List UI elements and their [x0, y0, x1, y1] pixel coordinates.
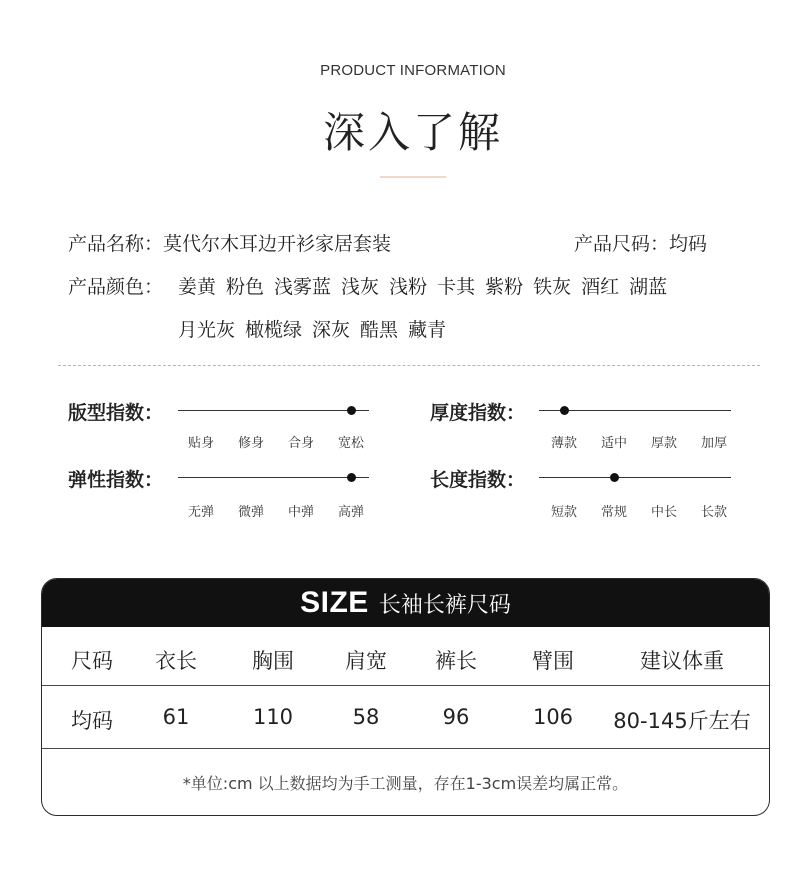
index-label: 版型指数：: [68, 402, 164, 424]
table-header-cell: 肩宽: [345, 649, 387, 673]
table-cell: 96: [442, 705, 470, 729]
section-eyebrow: PRODUCT INFORMATION: [320, 62, 506, 79]
product-colors-line-2: [178, 315, 456, 342]
index-marker: [347, 406, 356, 415]
product-name-value: 莫代尔木耳边开衫家居套装: [163, 233, 392, 255]
index-tick-label: 微弹: [237, 505, 264, 520]
size-table: [41, 578, 770, 816]
index-tick-label: 高弹: [337, 505, 364, 520]
index-marker: [560, 406, 569, 415]
color-option: 姜黄: [178, 276, 217, 298]
product-size-value: 均码: [669, 233, 708, 255]
color-option: 藏青: [408, 319, 447, 341]
color-option: 酒红: [581, 276, 620, 298]
product-color-label: 产品颜色：: [68, 276, 164, 298]
table-header-cell: 裤长: [435, 649, 477, 673]
table-header-cell: 臂围: [532, 649, 574, 673]
index-label: 厚度指数：: [430, 402, 526, 424]
product-name-row: [68, 229, 391, 256]
index-tick-label: 无弹: [187, 505, 214, 520]
color-option: 浅雾蓝: [274, 276, 332, 298]
index-tick-label: 修身: [237, 436, 264, 451]
product-size-row: [574, 229, 707, 256]
index-tick-label: 加厚: [700, 436, 727, 451]
index-tick-label: 贴身: [187, 436, 214, 451]
size-title-en: SIZE: [300, 586, 369, 619]
table-rule: [42, 748, 769, 749]
color-option: 月光灰: [178, 319, 236, 341]
index-tick-label: 合身: [287, 436, 314, 451]
table-header-cell: 衣长: [155, 649, 197, 673]
color-option: 深灰: [312, 319, 351, 341]
index-tick-label: 中弹: [287, 505, 314, 520]
index-tick-label: 宽松: [337, 436, 364, 451]
index-tick-label: 中长: [650, 505, 677, 520]
measurement-note: *单位:cm 以上数据均为手工测量，存在1-3cm误差均属正常。: [182, 774, 629, 793]
color-option: 浅粉: [389, 276, 428, 298]
index-marker: [347, 473, 356, 482]
color-option: 铁灰: [533, 276, 572, 298]
index-label: 弹性指数：: [68, 469, 164, 491]
index-tick-label: 长款: [700, 505, 727, 520]
index-track: [178, 410, 369, 411]
index-tick-label: 短款: [550, 505, 577, 520]
table-cell: 80-145斤左右: [613, 709, 751, 733]
table-header-cell: 建议体重: [640, 649, 724, 673]
index-label: 长度指数：: [430, 469, 526, 491]
table-cell: 61: [162, 705, 190, 729]
color-option: 橄榄绿: [245, 319, 303, 341]
table-cell: 58: [352, 705, 380, 729]
color-option: 卡其: [437, 276, 476, 298]
color-option: 粉色: [226, 276, 265, 298]
index-tick-label: 常规: [600, 505, 627, 520]
index-marker: [610, 473, 619, 482]
product-size-label: 产品尺码：: [574, 233, 670, 255]
size-title-cn: 长袖长裤尺码: [378, 593, 511, 618]
index-tick-label: 适中: [600, 436, 627, 451]
index-tick-label: 厚款: [650, 436, 677, 451]
table-header-cell: 胸围: [252, 649, 294, 673]
table-cell: 106: [532, 705, 574, 729]
size-table-header: [42, 579, 769, 627]
table-cell: 均码: [71, 709, 113, 733]
table-header-cell: 尺码: [71, 649, 113, 673]
product-name-label: 产品名称：: [68, 233, 164, 255]
color-option: 浅灰: [341, 276, 380, 298]
color-option: 酷黑: [360, 319, 399, 341]
color-option: 紫粉: [485, 276, 524, 298]
table-cell: 110: [252, 705, 294, 729]
title-accent-line: [380, 176, 446, 178]
color-option: 湖蓝: [629, 276, 668, 298]
product-colors-line-1: [178, 272, 677, 299]
section-title: 深入了解: [322, 108, 503, 157]
dashed-divider: [58, 365, 760, 366]
index-track: [539, 477, 731, 478]
index-track: [178, 477, 369, 478]
index-tick-label: 薄款: [550, 436, 577, 451]
table-rule: [42, 685, 769, 686]
